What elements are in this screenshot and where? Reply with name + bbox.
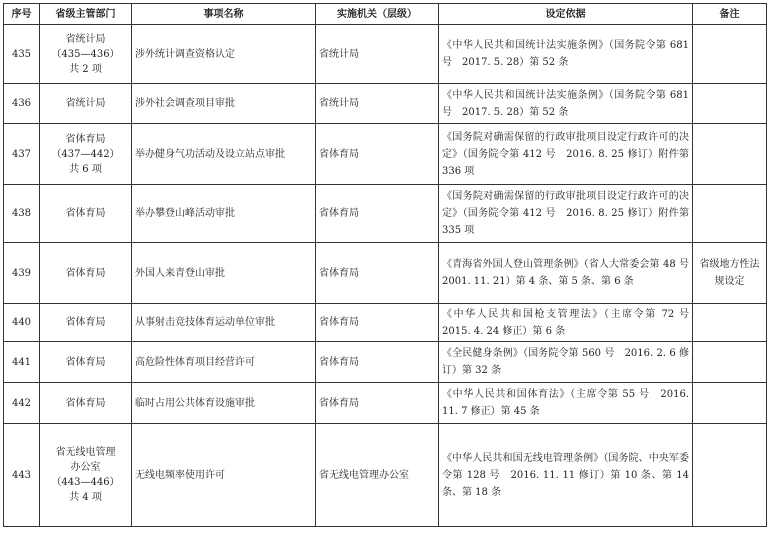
implementing-agency: 省体育局 — [316, 185, 439, 243]
remarks — [693, 124, 767, 185]
remarks — [693, 84, 767, 124]
row-number: 435 — [4, 25, 40, 84]
remarks — [693, 25, 767, 84]
department-line: 省体育局 — [65, 133, 106, 145]
department-cell — [40, 424, 132, 527]
department-line: 省体育局 — [65, 356, 106, 368]
department-line: 省体育局 — [65, 397, 106, 409]
item-name: 高危险性体育项目经营许可 — [132, 342, 316, 383]
remarks — [693, 304, 767, 342]
department-cell — [40, 304, 132, 342]
row-number: 438 — [4, 185, 40, 243]
legal-basis: 《中华人民共和国统计法实施条例》（国务院令第 681 号 2017. 5. 28）第 52 条 — [439, 84, 693, 124]
item-name: 无线电频率使用许可 — [132, 424, 316, 527]
header-item-name: 事项名称 — [132, 4, 316, 25]
implementing-agency: 省无线电管理办公室 — [316, 424, 439, 527]
department-line: （437—442） — [51, 148, 120, 160]
table-row — [4, 185, 767, 243]
implementing-agency: 省体育局 — [316, 243, 439, 304]
legal-basis: 《青海省外国人登山管理条例》（省人大常委会第 48 号 2001. 11. 21）第 4 条、第 5 条、第 6 条 — [439, 243, 693, 304]
table-row — [4, 424, 767, 527]
department-line: （443—446） — [51, 477, 120, 488]
implementing-agency: 省体育局 — [316, 383, 439, 424]
header-legal-basis: 设定依据 — [439, 4, 693, 25]
department-line: 办公室 — [70, 462, 101, 473]
table-row — [4, 124, 767, 185]
table-row — [4, 342, 767, 383]
legal-basis: 《中华人民共和国无线电管理条例》（国务院、中央军委令第 128 号 2016. 11. 11 修订）第 10 条、第 14 条、第 18 条 — [439, 424, 693, 527]
row-number: 440 — [4, 304, 40, 342]
item-name: 涉外社会调查项目审批 — [132, 84, 316, 124]
item-name: 外国人来青登山审批 — [132, 243, 316, 304]
department-line: 省无线电管理 — [55, 447, 116, 458]
department-cell — [40, 124, 132, 185]
row-number: 442 — [4, 383, 40, 424]
item-name: 举办攀登山峰活动审批 — [132, 185, 316, 243]
department-cell — [40, 84, 132, 124]
header-department: 省级主管部门 — [40, 4, 132, 25]
legal-basis: 《全民健身条例》（国务院令第 560 号 2016. 2. 6 修订）第 32 条 — [439, 342, 693, 383]
department-line: 共 6 项 — [69, 163, 102, 175]
item-name: 涉外统计调查资格认定 — [132, 25, 316, 84]
legal-basis: 《中华人民共和国体育法》（主席令第 55 号 2016. 11. 7 修正）第 45 条 — [439, 383, 693, 424]
legal-basis: 《国务院对确需保留的行政审批项目设定行政许可的决定》（国务院令第 412 号 2016. 8. 25 修订）附件第 335 项 — [439, 185, 693, 243]
header-remarks: 备注 — [693, 4, 767, 25]
remarks — [693, 383, 767, 424]
department-line: 共 4 项 — [69, 492, 102, 503]
department-line: 省体育局 — [65, 208, 106, 219]
permit-table — [3, 3, 767, 527]
table-row — [4, 243, 767, 304]
department-cell — [40, 243, 132, 304]
legal-basis: 《国务院对确需保留的行政审批项目设定行政许可的决定》（国务院令第 412 号 2016. 8. 25 修订）附件第 336 项 — [439, 124, 693, 185]
remarks — [693, 185, 767, 243]
item-name: 举办健身气功活动及设立站点审批 — [132, 124, 316, 185]
legal-basis: 《中华人民共和国统计法实施条例》（国务院令第 681 号 2017. 5. 28）第 52 条 — [439, 25, 693, 84]
department-cell — [40, 185, 132, 243]
department-line: （435—436） — [51, 48, 120, 60]
implementing-agency: 省体育局 — [316, 342, 439, 383]
department-line: 省体育局 — [65, 317, 106, 328]
row-number: 436 — [4, 84, 40, 124]
department-cell — [40, 25, 132, 84]
department-line: 省统计局 — [65, 98, 106, 109]
header-number: 序号 — [4, 4, 40, 25]
remarks: 省级地方性法规设定 — [693, 243, 767, 304]
implementing-agency: 省统计局 — [316, 25, 439, 84]
header-agency: 实施机关（层级） — [316, 4, 439, 25]
legal-basis: 《中华人民共和国枪支管理法》（主席令第 72 号 2015. 4. 24 修正）第 6 条 — [439, 304, 693, 342]
table-row — [4, 304, 767, 342]
department-cell — [40, 383, 132, 424]
department-cell — [40, 342, 132, 383]
header-row — [4, 4, 767, 25]
remarks — [693, 342, 767, 383]
item-name: 从事射击竞技体育运动单位审批 — [132, 304, 316, 342]
item-name: 临时占用公共体育设施审批 — [132, 383, 316, 424]
row-number: 437 — [4, 124, 40, 185]
remarks — [693, 424, 767, 527]
row-number: 441 — [4, 342, 40, 383]
table-row — [4, 25, 767, 84]
implementing-agency: 省体育局 — [316, 304, 439, 342]
department-line: 共 2 项 — [69, 63, 102, 75]
row-number: 443 — [4, 424, 40, 527]
implementing-agency: 省体育局 — [316, 124, 439, 185]
table-row — [4, 84, 767, 124]
department-line: 省统计局 — [65, 33, 106, 45]
department-line: 省体育局 — [65, 267, 106, 279]
row-number: 439 — [4, 243, 40, 304]
table-row — [4, 383, 767, 424]
implementing-agency: 省统计局 — [316, 84, 439, 124]
